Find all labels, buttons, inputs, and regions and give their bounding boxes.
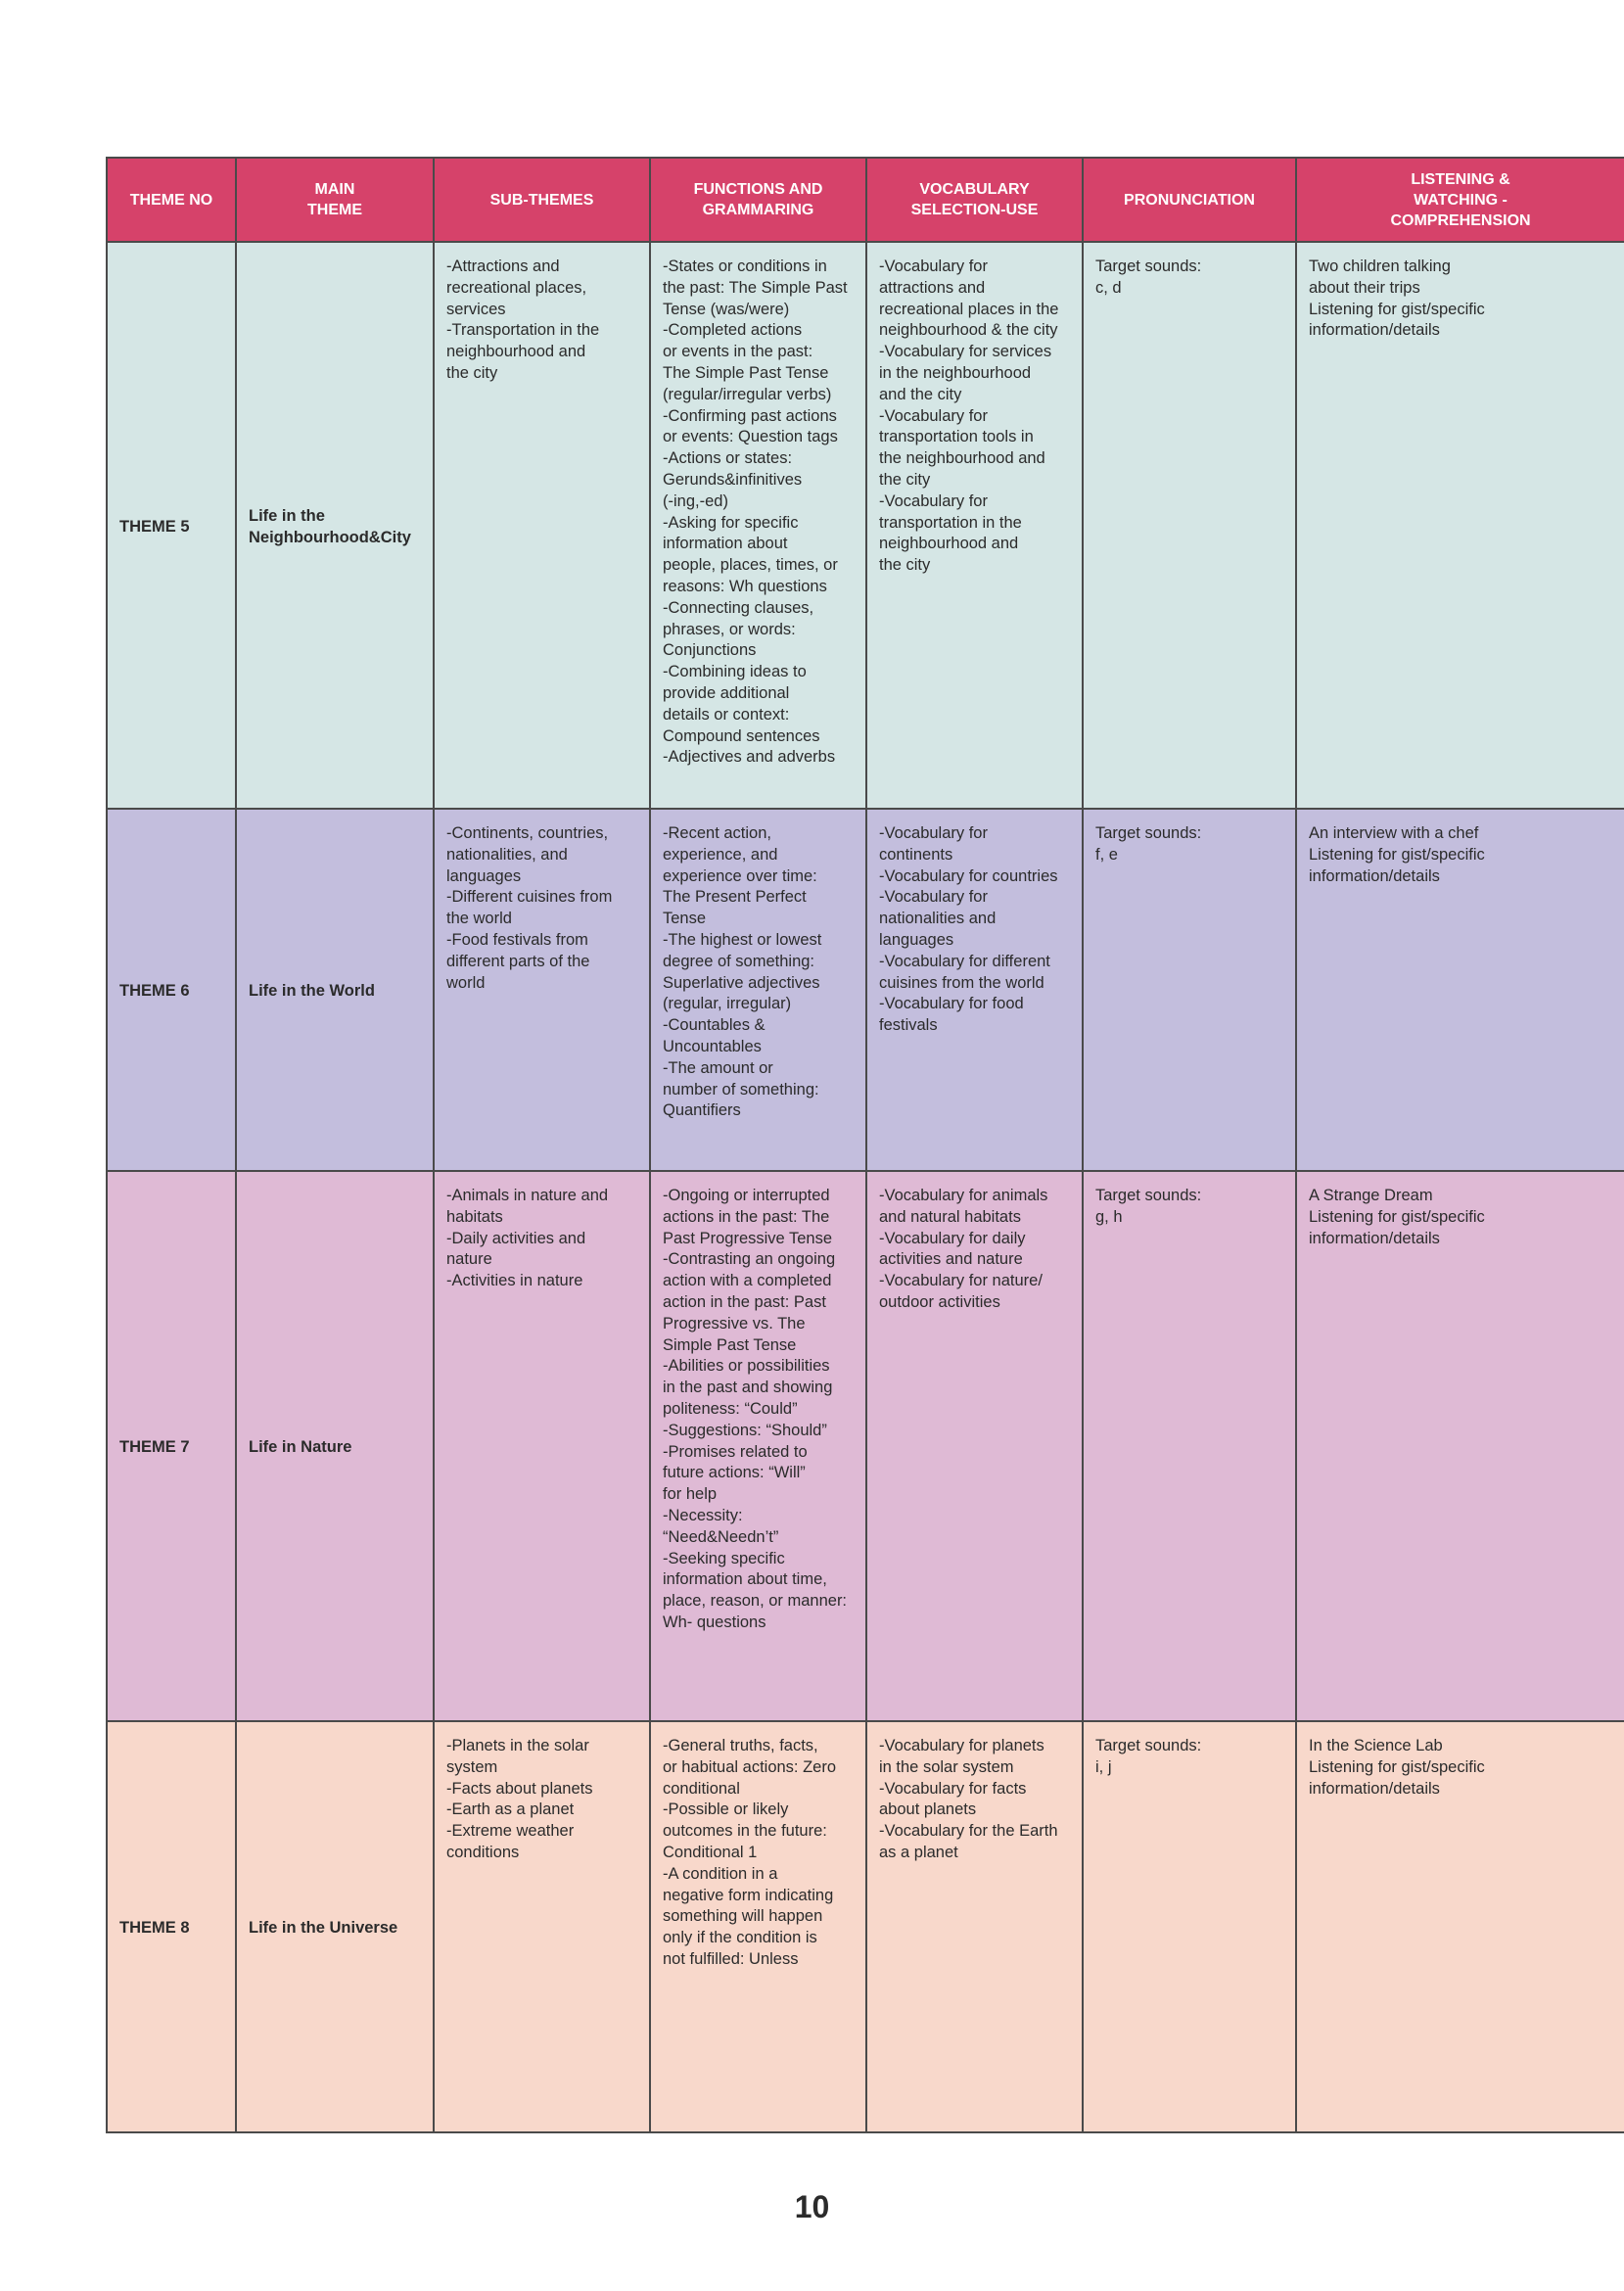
functions-cell [650, 809, 866, 1171]
text-line: outcomes in the future: [663, 1822, 827, 1841]
text-line: VOCABULARY [919, 181, 1030, 198]
header-sub-themes [434, 158, 650, 242]
table-row-theme-7 [107, 1171, 1624, 1721]
text-line: reasons: Wh questions [663, 577, 827, 595]
text-line: Compound sentences [663, 726, 820, 745]
text-line: -Vocabulary for countries [879, 866, 1058, 885]
text-line: An interview with a chef [1309, 824, 1479, 842]
text-line: -Vocabulary for [879, 888, 988, 907]
text-line: i, j [1095, 1757, 1112, 1776]
text-line: not fulfilled: Unless [663, 1949, 799, 1968]
text-line: information/details [1309, 321, 1440, 340]
text-line: Target sounds: [1095, 824, 1202, 842]
text-line: -Extreme weather [446, 1822, 575, 1841]
text-line: or events: Question tags [663, 428, 838, 446]
text-line: the past: The Simple Past [663, 278, 848, 297]
text-line: -Ongoing or interrupted [663, 1187, 830, 1204]
text-line: the neighbourhood and [879, 449, 1045, 468]
text-line: f, e [1095, 845, 1118, 864]
text-line: -Necessity: [663, 1506, 743, 1524]
text-line: Progressive vs. The [663, 1314, 806, 1333]
text-line: Life in Nature [249, 1438, 352, 1457]
text-line: Listening for gist/specific [1309, 1207, 1485, 1226]
table-row-theme-8 [107, 1721, 1624, 2132]
listening-cell [1296, 1721, 1624, 2132]
text-line: -Food festivals from [446, 930, 588, 949]
vocabulary-cell [866, 242, 1083, 809]
text-line: -Promises related to [663, 1442, 808, 1461]
text-line: (regular, irregular) [663, 995, 792, 1013]
text-line: or habitual actions: Zero [663, 1757, 837, 1776]
text-line: The Simple Past Tense [663, 363, 829, 382]
text-line: information about time, [663, 1570, 827, 1589]
text-line: THEME NO [129, 191, 213, 209]
text-line: cuisines from the world [879, 973, 1044, 992]
text-line: -Recent action, [663, 824, 771, 842]
text-line: Wh- questions [663, 1613, 766, 1631]
functions-cell [650, 1171, 866, 1721]
text-line: or events in the past: [663, 343, 813, 361]
text-line: action with a completed [663, 1272, 832, 1290]
text-line: Uncountables [663, 1037, 762, 1055]
text-line: -Contrasting an ongoing [663, 1250, 836, 1269]
text-line: as a planet [879, 1843, 958, 1861]
text-line: neighbourhood and [879, 535, 1019, 553]
text-line: WATCHING - [1414, 191, 1508, 209]
text-line: -Seeking specific [663, 1549, 785, 1567]
text-line: system [446, 1757, 498, 1776]
table-row-theme-5 [107, 242, 1624, 809]
text-line: neighbourhood and [446, 343, 586, 361]
header-vocabulary [866, 158, 1083, 242]
text-line: recreational places in the [879, 300, 1059, 318]
text-line: (-ing,-ed) [663, 491, 728, 510]
main-theme-cell [236, 242, 434, 809]
text-line: nationalities and [879, 910, 997, 928]
text-line: The Present Perfect [663, 888, 807, 907]
text-line: -Vocabulary for animals [879, 1187, 1048, 1204]
functions-cell [650, 1721, 866, 2132]
header-pronunciation [1083, 158, 1296, 242]
text-line: -Combining ideas to [663, 663, 807, 681]
main-theme-cell [236, 809, 434, 1171]
text-line: action in the past: Past [663, 1292, 826, 1311]
text-line: in the neighbourhood [879, 363, 1032, 382]
text-line: services [446, 300, 506, 318]
text-line: -Actions or states: [663, 449, 793, 468]
text-line: attractions and [879, 278, 986, 297]
text-line: world [446, 973, 486, 992]
text-line: festivals [879, 1016, 938, 1035]
text-line: outdoor activities [879, 1292, 1000, 1311]
text-line: continents [879, 845, 953, 864]
text-line: COMPREHENSION [1390, 211, 1531, 229]
text-line: politeness: “Could” [663, 1399, 798, 1418]
text-line: -Transportation in the [446, 321, 600, 340]
functions-cell [650, 242, 866, 809]
text-line: In the Science Lab [1309, 1737, 1443, 1754]
listening-cell [1296, 242, 1624, 809]
text-line: and the city [879, 385, 962, 403]
text-line: Listening for gist/specific [1309, 1757, 1485, 1776]
text-line: Two children talking [1309, 257, 1451, 275]
text-line: -Vocabulary for the Earth [879, 1822, 1058, 1841]
text-line: -General truths, facts, [663, 1737, 818, 1754]
text-line: degree of something: [663, 952, 815, 970]
text-line: future actions: “Will” [663, 1464, 806, 1482]
text-line: Superlative adjectives [663, 973, 820, 992]
header-theme-no [107, 158, 236, 242]
text-line: -Adjectives and adverbs [663, 748, 836, 767]
text-line: -Animals in nature and [446, 1187, 609, 1204]
text-line: -Earth as a planet [446, 1800, 575, 1819]
vocabulary-cell [866, 1721, 1083, 2132]
vocabulary-cell [866, 1171, 1083, 1721]
curriculum-table [106, 157, 1624, 2133]
text-line: Life in the [249, 506, 325, 525]
text-line: -Completed actions [663, 321, 803, 340]
text-line: neighbourhood & the city [879, 321, 1058, 340]
text-line: Quantifiers [663, 1101, 741, 1120]
text-line: -Vocabulary for facts [879, 1779, 1027, 1798]
text-line: Conditional 1 [663, 1843, 758, 1861]
text-line: Conjunctions [663, 641, 757, 660]
text-line: phrases, or words: [663, 620, 796, 638]
table-header-row [107, 158, 1624, 242]
text-line: -Abilities or possibilities [663, 1357, 830, 1376]
text-line: people, places, times, or [663, 556, 838, 575]
page-number: 10 [794, 2189, 830, 2224]
sub-themes-cell [434, 1171, 650, 1721]
text-line: nationalities, and [446, 845, 568, 864]
theme-no-cell: THEME 5 [107, 242, 236, 809]
pronunciation-cell [1083, 1171, 1296, 1721]
text-line: conditions [446, 1843, 520, 1861]
theme-no-cell: THEME 7 [107, 1171, 236, 1721]
text-line: Neighbourhood&City [249, 528, 411, 546]
pronunciation-cell [1083, 809, 1296, 1171]
text-line: MAIN [314, 181, 355, 198]
pronunciation-cell [1083, 1721, 1296, 2132]
text-line: Listening for gist/specific [1309, 300, 1485, 318]
text-line: LISTENING & [1411, 170, 1510, 188]
text-line: -Asking for specific [663, 513, 799, 532]
text-line: SUB-THEMES [489, 191, 594, 209]
text-line: actions in the past: The [663, 1207, 830, 1226]
sub-themes-cell [434, 242, 650, 809]
text-line: the city [446, 363, 498, 382]
text-line: -Suggestions: “Should” [663, 1421, 827, 1439]
table-row-theme-6 [107, 809, 1624, 1171]
text-line: for help [663, 1485, 718, 1504]
text-line: -Attractions and [446, 257, 560, 275]
text-line: information/details [1309, 866, 1440, 885]
text-line: only if the condition is [663, 1929, 817, 1947]
text-line: conditional [663, 1779, 740, 1798]
listening-cell [1296, 809, 1624, 1171]
text-line: Simple Past Tense [663, 1335, 797, 1354]
text-line: the city [879, 556, 931, 575]
text-line: -Vocabulary for [879, 824, 988, 842]
text-line: -Different cuisines from [446, 888, 613, 907]
text-line: languages [446, 866, 522, 885]
text-line: -Vocabulary for [879, 257, 988, 275]
text-line: -Continents, countries, [446, 824, 609, 842]
text-line: PRONUNCIATION [1124, 191, 1255, 209]
text-line: Listening for gist/specific [1309, 845, 1485, 864]
text-line: Tense [663, 910, 707, 928]
text-line: (regular/irregular verbs) [663, 385, 832, 403]
text-line: about their trips [1309, 278, 1420, 297]
text-line: transportation tools in [879, 428, 1034, 446]
text-line: something will happen [663, 1907, 823, 1926]
pronunciation-cell [1083, 242, 1296, 809]
text-line: -Vocabulary for [879, 406, 988, 425]
text-line: negative form indicating [663, 1886, 834, 1904]
text-line: place, reason, or manner: [663, 1592, 848, 1611]
listening-cell [1296, 1171, 1624, 1721]
text-line: habitats [446, 1207, 503, 1226]
text-line: -The amount or [663, 1058, 773, 1077]
header-main-theme [236, 158, 434, 242]
text-line: recreational places, [446, 278, 587, 297]
vocabulary-cell [866, 809, 1083, 1171]
sub-themes-cell [434, 809, 650, 1171]
main-theme-cell [236, 1721, 434, 2132]
text-line: Gerunds&infinitives [663, 470, 803, 489]
header-functions-grammaring [650, 158, 866, 242]
text-line: -Vocabulary for services [879, 343, 1052, 361]
text-line: information about [663, 535, 788, 553]
text-line: -Possible or likely [663, 1800, 789, 1819]
text-line: transportation in the [879, 513, 1022, 532]
text-line: experience over time: [663, 866, 817, 885]
text-line: -The highest or lowest [663, 930, 822, 949]
text-line: GRAMMARING [702, 202, 814, 218]
text-line: -Activities in nature [446, 1272, 583, 1290]
text-line: -Vocabulary for planets [879, 1737, 1044, 1754]
text-line: Tense (was/were) [663, 300, 790, 318]
text-line: -Vocabulary for daily [879, 1229, 1026, 1247]
text-line: g, h [1095, 1207, 1123, 1226]
text-line: the city [879, 470, 931, 489]
text-line: FUNCTIONS AND [693, 181, 823, 198]
text-line: THEME [307, 202, 362, 218]
text-line: SELECTION-USE [910, 202, 1039, 218]
text-line: c, d [1095, 278, 1122, 297]
text-line: -A condition in a [663, 1864, 778, 1883]
sub-themes-cell [434, 1721, 650, 2132]
text-line: -Vocabulary for food [879, 995, 1024, 1013]
text-line: -Planets in the solar [446, 1737, 589, 1754]
text-line: in the past and showing [663, 1379, 833, 1397]
text-line: and natural habitats [879, 1207, 1021, 1226]
text-line: details or context: [663, 705, 790, 724]
text-line: Past Progressive Tense [663, 1229, 833, 1247]
text-line: number of something: [663, 1080, 819, 1099]
text-line: -Confirming past actions [663, 406, 837, 425]
text-line: experience, and [663, 845, 778, 864]
text-line: -Vocabulary for [879, 491, 988, 510]
theme-no-cell: THEME 6 [107, 809, 236, 1171]
theme-no-cell: THEME 8 [107, 1721, 236, 2132]
text-line: different parts of the [446, 952, 590, 970]
main-theme-cell [236, 1171, 434, 1721]
text-line: -Facts about planets [446, 1779, 593, 1798]
text-line: information/details [1309, 1779, 1440, 1798]
text-line: -Connecting clauses, [663, 598, 814, 617]
text-line: Life in the Universe [249, 1919, 398, 1938]
text-line: languages [879, 930, 954, 949]
text-line: information/details [1309, 1229, 1440, 1247]
text-line: activities and nature [879, 1250, 1023, 1269]
text-line: Life in the World [249, 982, 375, 1001]
text-line: Target sounds: [1095, 1737, 1202, 1754]
text-line: nature [446, 1250, 492, 1269]
text-line: provide additional [663, 683, 790, 702]
text-line: -Vocabulary for nature/ [879, 1272, 1043, 1290]
text-line: in the solar system [879, 1757, 1014, 1776]
text-line: the world [446, 910, 512, 928]
text-line: Target sounds: [1095, 1187, 1202, 1204]
text-line: about planets [879, 1800, 977, 1819]
header-listening-comprehension [1296, 158, 1624, 242]
text-line: A Strange Dream [1309, 1187, 1433, 1204]
text-line: -Daily activities and [446, 1229, 586, 1247]
text-line: Target sounds: [1095, 257, 1202, 275]
text-line: “Need&Needn’t” [663, 1527, 779, 1546]
text-line: -States or conditions in [663, 257, 827, 275]
text-line: -Vocabulary for different [879, 952, 1050, 970]
text-line: -Countables & [663, 1016, 766, 1035]
